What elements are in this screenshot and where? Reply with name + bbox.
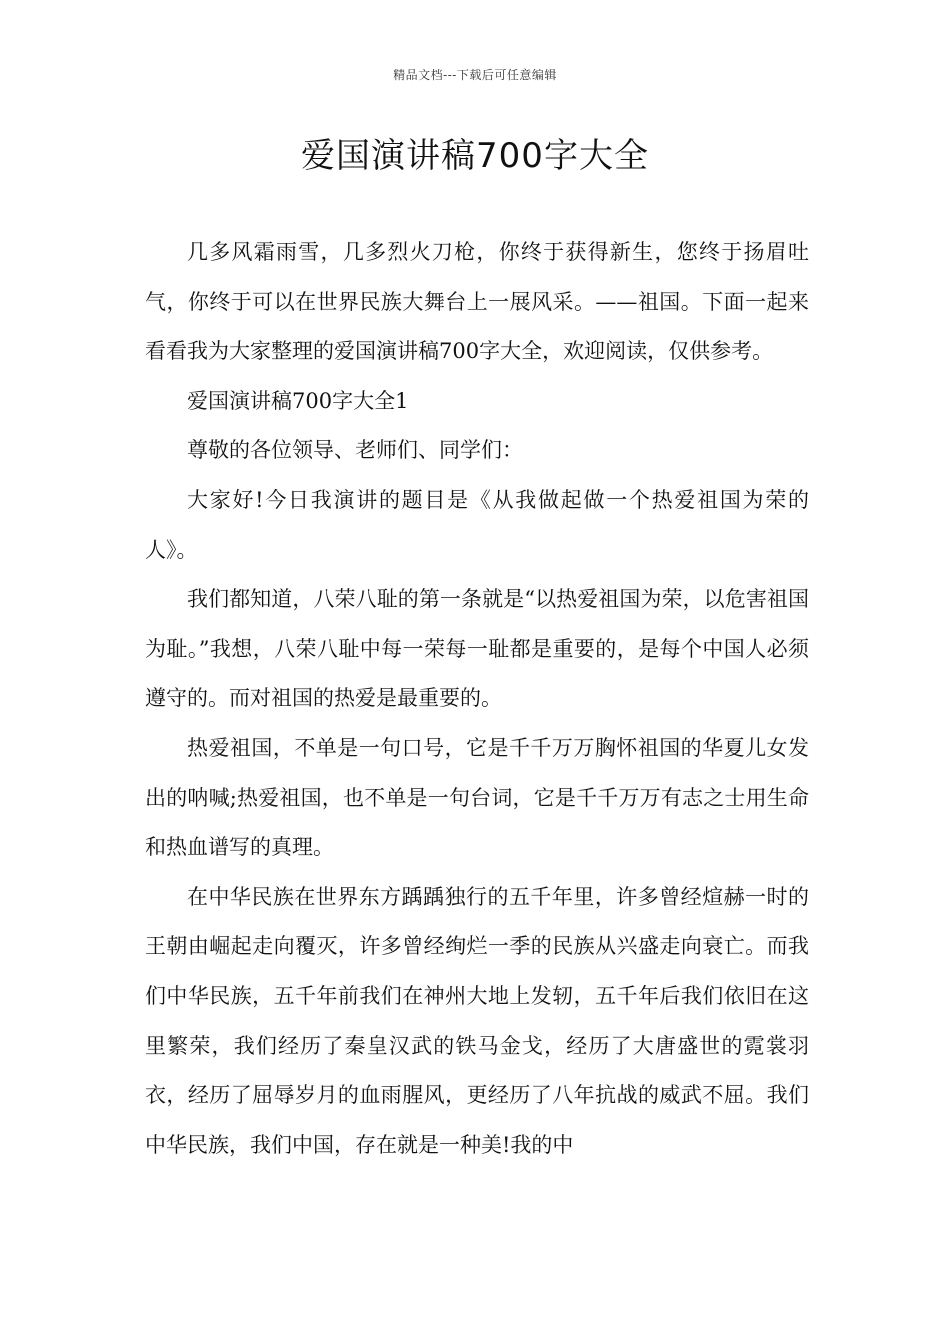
page-title: 爱国演讲稿700字大全 [301, 136, 649, 176]
header-note: 精品文档---下载后可任意编辑 [393, 68, 557, 82]
salutation: 尊敬的各位领导、老师们、同学们： [187, 438, 523, 463]
body-paragraph: 大家好!今日我演讲的题目是《从我做起做一个热爱祖国为荣的人》。 [145, 487, 809, 562]
body-paragraph: 在中华民族在世界东方踽踽独行的五千年里，许多曾经煊赫一时的王朝由崛起走向覆灭，许多曾经绚烂一季的民族从兴盛走向衰亡。而我们中华民族，五千年前我们在神州大地上发轫，五千年后我们依旧在这里繁荣，我们经历了秦皇汉武的铁马金戈，经历了大唐盛世的霓裳羽衣，经历了屈辱岁月的血雨腥风，更经历了八年抗战的威武不屈。我们中华民族，我们中国，存在就是一种美!我的中 [145, 884, 809, 1157]
intro-paragraph: 几多风霜雨雪，几多烈火刀枪，你终于获得新生，您终于扬眉吐气，你终于可以在世界民族大舞台上一展风采。——祖国。下面一起来看看我为大家整理的爱国演讲稿700字大全，欢迎阅读，仅供参考。 [145, 240, 809, 364]
body-paragraph: 热爱祖国，不单是一句口号，它是千千万万胸怀祖国的华夏儿女发出的呐喊;热爱祖国，也不单是一句台词，它是千千万万有志之士用生命和热血谱写的真理。 [145, 735, 809, 860]
section-heading: 爱国演讲稿700字大全1 [187, 388, 409, 413]
body-paragraph: 我们都知道，八荣八耻的第一条就是“以热爱祖国为荣，以危害祖国为耻。”我想，八荣八耻中每一荣每一耻都是重要的，是每个中国人必须遵守的。而对祖国的热爱是最重要的。 [145, 587, 809, 711]
document-body [145, 228, 809, 1170]
